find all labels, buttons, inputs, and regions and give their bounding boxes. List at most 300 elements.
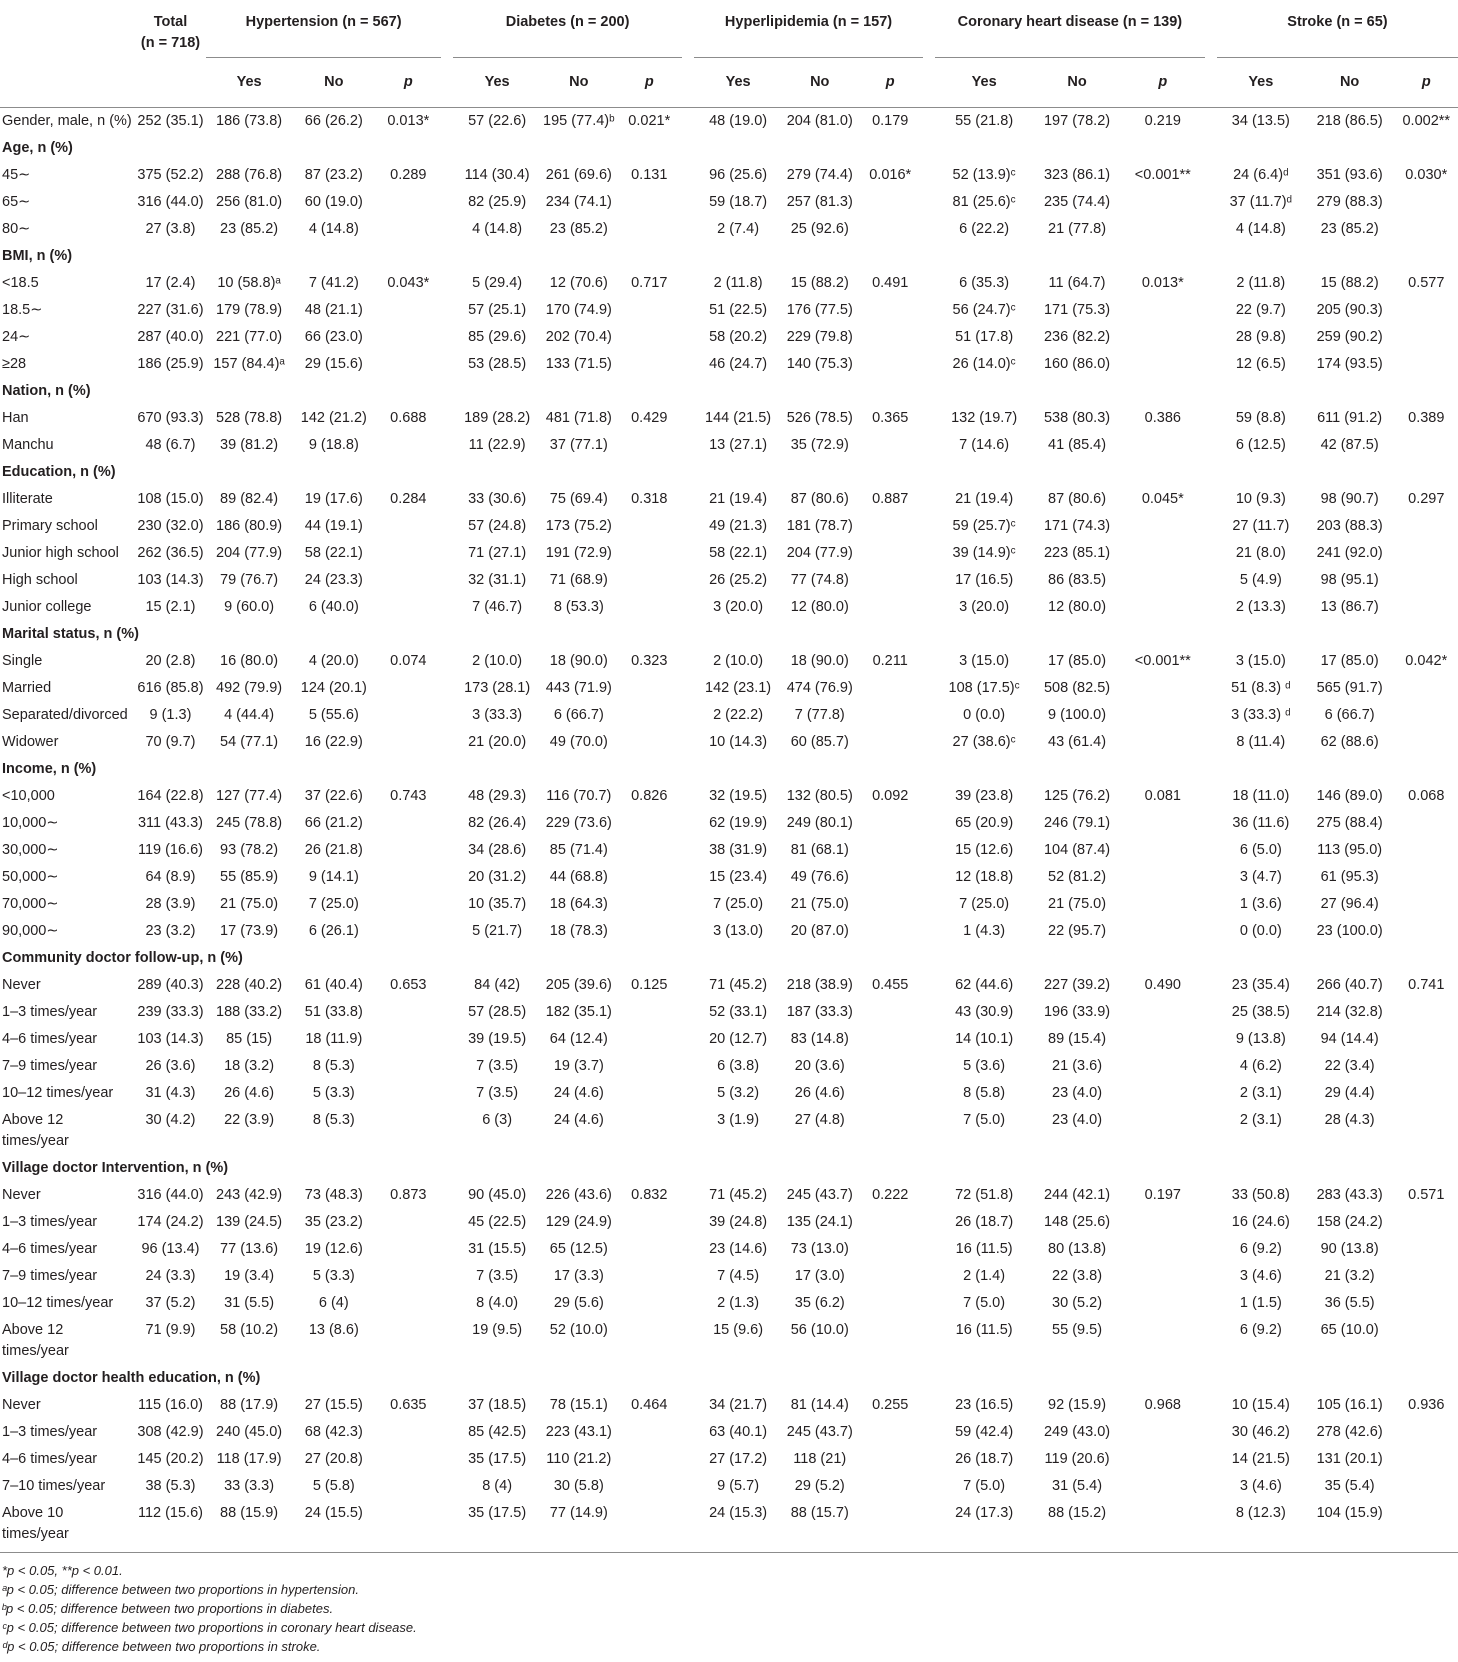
- cell-no: 131 (20.1): [1316, 1450, 1383, 1467]
- cell-p: [376, 1290, 441, 1317]
- cell-yes: 2 (22.2): [713, 706, 764, 723]
- cell-yes: 139 (24.5): [216, 1213, 283, 1230]
- cell-p: 0.002**: [1402, 112, 1451, 129]
- cell-yes: 22 (3.9): [224, 1111, 275, 1128]
- cell-no: 5 (3.3): [312, 1267, 355, 1284]
- table-section-row: [0, 378, 1458, 405]
- cell-yes: 9 (13.8): [1235, 1030, 1286, 1047]
- cell-p: 0.043*: [387, 274, 430, 291]
- cell-p: 0.318: [631, 490, 668, 507]
- header-sub-yes: Yes: [935, 57, 1033, 107]
- cell-yes: 16 (80.0): [220, 652, 279, 669]
- cell-p: [376, 432, 441, 459]
- cell-gap: [923, 567, 935, 594]
- cell-gap: [682, 675, 694, 702]
- cell-p: [1395, 810, 1458, 837]
- table-row: [0, 1053, 1458, 1080]
- cell-no: 7 (25.0): [308, 895, 359, 912]
- cell-p: 0.013*: [387, 112, 430, 129]
- cell-no: 481 (71.8): [545, 409, 612, 426]
- cell-gap: [441, 1392, 453, 1419]
- cell-p: 0.255: [872, 1396, 909, 1413]
- cell-no: 28 (4.3): [1324, 1111, 1375, 1128]
- cell-gap: [1205, 1107, 1217, 1155]
- header-gap: [682, 6, 694, 57]
- cell-yes: 81 (25.6)ᶜ: [952, 193, 1016, 210]
- table-row: [0, 513, 1458, 540]
- cell-yes: 7 (3.5): [476, 1057, 519, 1074]
- row-label: ≥28: [2, 355, 27, 372]
- cell-gap: [1205, 972, 1217, 999]
- cell-p: [617, 432, 682, 459]
- cell-p: [617, 1473, 682, 1500]
- cell-no: 66 (23.0): [304, 328, 363, 345]
- cell-gap: [682, 810, 694, 837]
- cell-p: [858, 1290, 923, 1317]
- cell-no: 259 (90.2): [1316, 328, 1383, 345]
- cell-yes: 1 (3.6): [1239, 895, 1282, 912]
- table-row: [0, 999, 1458, 1026]
- cell-no: 9 (100.0): [1048, 706, 1107, 723]
- cell-no: 60 (19.0): [304, 193, 363, 210]
- cell-no: 229 (73.6): [545, 814, 612, 831]
- cell-no: 18 (78.3): [549, 922, 608, 939]
- cell-gap: [923, 999, 935, 1026]
- cell-yes: 14 (21.5): [1231, 1450, 1290, 1467]
- cell-yes: 27 (38.6)ᶜ: [952, 733, 1016, 750]
- cell-p: [1121, 837, 1205, 864]
- cell-p: [376, 810, 441, 837]
- cell-no: 174 (93.5): [1316, 355, 1383, 372]
- header-sub-yes: Yes: [206, 57, 292, 107]
- footnote: ᵈp < 0.05; difference between two proportions in stroke.: [2, 1638, 321, 1654]
- table-row: [0, 1263, 1458, 1290]
- cell-no: 12 (70.6): [549, 274, 608, 291]
- cell-total: 115 (16.0): [137, 1396, 203, 1413]
- cell-yes: 5 (21.7): [472, 922, 523, 939]
- cell-p: [858, 189, 923, 216]
- cell-gap: [923, 864, 935, 891]
- cell-yes: 96 (25.6): [709, 166, 768, 183]
- cell-gap: [441, 1107, 453, 1155]
- cell-p: [1121, 918, 1205, 945]
- cell-yes: 35 (17.5): [468, 1450, 527, 1467]
- cell-gap: [682, 891, 694, 918]
- cell-yes: 59 (25.7)ᶜ: [952, 517, 1016, 534]
- cell-no: 31 (5.4): [1052, 1477, 1103, 1494]
- cell-yes: 7 (5.0): [963, 1477, 1006, 1494]
- cell-yes: 12 (18.8): [955, 868, 1014, 885]
- cell-gap: [441, 540, 453, 567]
- cell-p: [617, 189, 682, 216]
- row-label: 10,000∼: [2, 814, 59, 831]
- cell-yes: 59 (18.7): [709, 193, 768, 210]
- cell-yes: 3 (1.9): [717, 1111, 760, 1128]
- cell-gap: [923, 1473, 935, 1500]
- cell-p: [1121, 540, 1205, 567]
- cell-no: 29 (15.6): [304, 355, 363, 372]
- row-label: Single: [2, 652, 43, 669]
- cell-p: [1395, 891, 1458, 918]
- cell-yes: 90 (45.0): [468, 1186, 527, 1203]
- header-gap: [441, 57, 453, 107]
- table-row: [0, 837, 1458, 864]
- cell-no: 17 (3.0): [794, 1267, 845, 1284]
- cell-yes: 33 (50.8): [1231, 1186, 1290, 1203]
- cell-p: [1121, 1290, 1205, 1317]
- cell-p: 0.179: [872, 112, 909, 129]
- cell-no: 12 (80.0): [790, 598, 849, 615]
- cell-no: 61 (95.3): [1320, 868, 1379, 885]
- cell-p: [858, 324, 923, 351]
- table-section-row: [0, 1365, 1458, 1392]
- cell-yes: 48 (19.0): [709, 112, 768, 129]
- header-row-groups: [0, 6, 1458, 57]
- cell-yes: 528 (78.8): [216, 409, 283, 426]
- cell-no: 23 (85.2): [549, 220, 608, 237]
- cell-yes: 2 (1.4): [963, 1267, 1006, 1284]
- cell-gap: [1205, 513, 1217, 540]
- cell-gap: [923, 1290, 935, 1317]
- cell-yes: 71 (45.2): [709, 976, 768, 993]
- table-row: [0, 1500, 1458, 1548]
- cell-no: 17 (85.0): [1048, 652, 1107, 669]
- cell-total: 15 (2.1): [145, 598, 196, 615]
- cell-no: 261 (69.6): [545, 166, 612, 183]
- cell-yes: 51 (17.8): [955, 328, 1014, 345]
- table-section-row: [0, 243, 1458, 270]
- cell-p: [1395, 1419, 1458, 1446]
- cell-gap: [1205, 1446, 1217, 1473]
- cell-p: [617, 1290, 682, 1317]
- cell-no: 21 (75.0): [1048, 895, 1107, 912]
- cell-total: 164 (22.8): [137, 787, 204, 804]
- cell-gap: [923, 783, 935, 810]
- cell-no: 11 (64.7): [1048, 274, 1106, 291]
- header-group-hypertension: [206, 6, 441, 57]
- table-row: [0, 1419, 1458, 1446]
- cell-p: [1121, 567, 1205, 594]
- cell-yes: 21 (19.4): [709, 490, 768, 507]
- cell-p: [376, 1263, 441, 1290]
- cell-no: 48 (21.1): [304, 301, 363, 318]
- cell-no: 15 (88.2): [790, 274, 849, 291]
- cell-gap: [923, 1107, 935, 1155]
- cell-yes: 3 (13.0): [713, 922, 764, 939]
- cell-yes: 5 (3.2): [717, 1084, 760, 1101]
- cell-p: [1121, 1500, 1205, 1548]
- cell-gap: [682, 405, 694, 432]
- cell-p: [1121, 864, 1205, 891]
- cell-p: [376, 1446, 441, 1473]
- header-gap: [441, 6, 453, 57]
- cell-p: 0.131: [631, 166, 668, 183]
- cell-yes: 58 (22.1): [709, 544, 768, 561]
- cell-gap: [923, 702, 935, 729]
- cell-no: 35 (6.2): [794, 1294, 845, 1311]
- cell-no: 62 (88.6): [1320, 733, 1379, 750]
- cell-no: 65 (10.0): [1320, 1321, 1379, 1338]
- cell-p: [858, 1263, 923, 1290]
- cell-yes: 5 (4.9): [1239, 571, 1282, 588]
- cell-p: [1121, 1236, 1205, 1263]
- cell-gap: [441, 702, 453, 729]
- cell-no: 22 (95.7): [1048, 922, 1107, 939]
- cell-p: 0.297: [1408, 490, 1445, 507]
- cell-gap: [441, 189, 453, 216]
- row-label: Primary school: [2, 517, 98, 534]
- cell-p: [617, 540, 682, 567]
- cell-p: [376, 675, 441, 702]
- cell-no: 203 (88.3): [1316, 517, 1383, 534]
- cell-p: [858, 999, 923, 1026]
- table-row: [0, 1317, 1458, 1365]
- cell-no: 44 (19.1): [304, 517, 363, 534]
- cell-no: 83 (14.8): [790, 1030, 849, 1047]
- cell-total: 308 (42.9): [137, 1423, 204, 1440]
- cell-no: 204 (81.0): [786, 112, 853, 129]
- section-label: Village doctor Intervention, n (%): [2, 1159, 229, 1176]
- cell-p: [858, 1080, 923, 1107]
- cell-gap: [1205, 297, 1217, 324]
- cell-gap: [441, 918, 453, 945]
- cell-no: 351 (93.6): [1316, 166, 1383, 183]
- cell-yes: 26 (25.2): [709, 571, 768, 588]
- cell-yes: 20 (31.2): [468, 868, 527, 885]
- cell-yes: 63 (40.1): [709, 1423, 768, 1440]
- cell-p: 0.081: [1144, 787, 1181, 804]
- cell-yes: 2 (13.3): [1235, 598, 1286, 615]
- cell-p: [1121, 1080, 1205, 1107]
- cell-no: 94 (14.4): [1320, 1030, 1379, 1047]
- cell-p: 0.741: [1408, 976, 1445, 993]
- cell-p: [1395, 1026, 1458, 1053]
- cell-yes: 3 (20.0): [713, 598, 764, 615]
- cell-yes: 21 (20.0): [468, 733, 527, 750]
- table-row: [0, 810, 1458, 837]
- cell-gap: [441, 1053, 453, 1080]
- cell-p: [1395, 1263, 1458, 1290]
- cell-p: 0.365: [872, 409, 909, 426]
- footnote: ᶜp < 0.05; difference between two proportions in coronary heart disease.: [2, 1619, 417, 1635]
- cell-no: 24 (23.3): [304, 571, 363, 588]
- cell-no: 249 (80.1): [786, 814, 853, 831]
- cell-total: 64 (8.9): [145, 868, 196, 885]
- cell-gap: [441, 513, 453, 540]
- cell-p: 0.219: [1144, 112, 1181, 129]
- cell-gap: [682, 1026, 694, 1053]
- cell-yes: 9 (60.0): [224, 598, 275, 615]
- cell-yes: 37 (18.5): [468, 1396, 527, 1413]
- cell-gap: [441, 324, 453, 351]
- cell-yes: 39 (19.5): [468, 1030, 527, 1047]
- cell-no: 73 (13.0): [790, 1240, 849, 1257]
- header-group-n: (n = 65): [1336, 14, 1388, 30]
- header-sub-yes: Yes: [453, 57, 541, 107]
- row-label: Never: [2, 1186, 41, 1203]
- cell-gap: [923, 486, 935, 513]
- table-row: [0, 189, 1458, 216]
- cell-gap: [1205, 162, 1217, 189]
- cell-no: 205 (39.6): [545, 976, 612, 993]
- cell-yes: 58 (10.2): [220, 1321, 279, 1338]
- cell-no: 6 (66.7): [553, 706, 604, 723]
- cell-gap: [1205, 918, 1217, 945]
- cell-no: 6 (4): [318, 1294, 349, 1311]
- cell-p: [1395, 216, 1458, 243]
- cell-gap: [682, 1500, 694, 1548]
- cell-gap: [682, 837, 694, 864]
- cell-p: [1121, 1107, 1205, 1155]
- table-row: [0, 1392, 1458, 1419]
- table-row: [0, 351, 1458, 378]
- cell-no: 182 (35.1): [545, 1003, 612, 1020]
- cell-gap: [1205, 1419, 1217, 1446]
- cell-gap: [923, 1500, 935, 1548]
- cell-p: [376, 1419, 441, 1446]
- table-row: [0, 891, 1458, 918]
- cell-yes: 157 (84.4)ᵃ: [213, 355, 285, 372]
- cell-no: 196 (33.9): [1043, 1003, 1111, 1020]
- cell-gap: [923, 405, 935, 432]
- cell-yes: 24 (15.3): [709, 1504, 768, 1521]
- cell-p: [858, 918, 923, 945]
- cell-no: 5 (5.8): [312, 1477, 355, 1494]
- cell-p: 0.016*: [869, 166, 912, 183]
- row-label: Separated/divorced: [2, 706, 128, 723]
- cell-yes: 186 (73.8): [216, 112, 283, 129]
- cell-no: 29 (5.6): [553, 1294, 604, 1311]
- cell-no: 234 (74.1): [545, 193, 612, 210]
- cell-yes: 3 (20.0): [959, 598, 1010, 615]
- cell-yes: 33 (30.6): [468, 490, 527, 507]
- cell-gap: [441, 729, 453, 756]
- cell-gap: [441, 594, 453, 621]
- cell-gap: [682, 1446, 694, 1473]
- cell-p: [617, 1209, 682, 1236]
- row-label: Never: [2, 976, 41, 993]
- cell-p: [1121, 351, 1205, 378]
- cell-yes: 62 (44.6): [955, 976, 1014, 993]
- cell-p: [376, 1080, 441, 1107]
- cell-yes: 51 (22.5): [709, 301, 768, 318]
- table-row: [0, 1446, 1458, 1473]
- cell-p: 0.021*: [628, 112, 671, 129]
- cell-total: 30 (4.2): [145, 1111, 196, 1128]
- cell-yes: 8 (11.4): [1236, 733, 1286, 750]
- cell-yes: 31 (5.5): [224, 1294, 275, 1311]
- cell-yes: 142 (23.1): [705, 679, 772, 696]
- section-label: Village doctor health education, n (%): [2, 1369, 261, 1386]
- table-section-row: [0, 459, 1458, 486]
- cell-yes: 3 (4.7): [1239, 868, 1282, 885]
- cell-no: 35 (23.2): [304, 1213, 363, 1230]
- header-sub-p: p: [858, 57, 923, 107]
- cell-no: 29 (4.4): [1324, 1084, 1375, 1101]
- cell-no: 257 (81.3): [786, 193, 853, 210]
- cell-gap: [441, 1263, 453, 1290]
- cell-no: 89 (15.4): [1048, 1030, 1107, 1047]
- header-total-n: (n = 718): [140, 35, 201, 51]
- cell-no: 9 (18.8): [308, 436, 359, 453]
- cell-no: 29 (5.2): [794, 1477, 845, 1494]
- cell-total: 145 (20.2): [137, 1450, 204, 1467]
- cell-yes: 13 (27.1): [709, 436, 768, 453]
- cell-yes: 2 (10.0): [472, 652, 523, 669]
- cell-no: 41 (85.4): [1048, 436, 1107, 453]
- cell-no: 35 (72.9): [790, 436, 849, 453]
- cell-p: [858, 1053, 923, 1080]
- cell-yes: 23 (14.6): [709, 1240, 768, 1257]
- cell-yes: 18 (3.2): [224, 1057, 275, 1074]
- cell-p: 0.887: [872, 490, 909, 507]
- cell-total: 48 (6.7): [145, 436, 196, 453]
- cell-no: 275 (88.4): [1316, 814, 1383, 831]
- cell-yes: 188 (33.2): [216, 1003, 283, 1020]
- cell-yes: 59 (42.4): [955, 1423, 1014, 1440]
- cell-no: 25 (92.6): [790, 220, 849, 237]
- cell-yes: 46 (24.7): [709, 355, 768, 372]
- cell-yes: 12 (6.5): [1235, 355, 1286, 372]
- header-sub-p: p: [1395, 57, 1458, 107]
- header-blank: [0, 57, 135, 107]
- cell-yes: 118 (17.9): [216, 1450, 282, 1467]
- cell-gap: [441, 1209, 453, 1236]
- cell-total: 311 (43.3): [137, 814, 203, 831]
- cell-p: [1395, 432, 1458, 459]
- cell-no: 279 (74.4): [786, 166, 853, 183]
- cell-no: 78 (15.1): [549, 1396, 608, 1413]
- cell-no: 140 (75.3): [786, 355, 853, 372]
- cell-gap: [1205, 837, 1217, 864]
- cell-no: 245 (43.7): [786, 1186, 853, 1203]
- cell-yes: 3 (33.3) ᵈ: [1231, 706, 1291, 723]
- cell-gap: [441, 351, 453, 378]
- cell-total: 670 (93.3): [137, 409, 204, 426]
- cell-gap: [682, 324, 694, 351]
- cell-yes: 8 (12.3): [1235, 1504, 1286, 1521]
- header-group-hyperlipidemia: [694, 6, 923, 57]
- cell-no: 508 (82.5): [1043, 679, 1111, 696]
- cell-p: [1395, 1107, 1458, 1155]
- cell-yes: 57 (25.1): [468, 301, 527, 318]
- cell-gap: [682, 729, 694, 756]
- cell-no: 236 (82.2): [1043, 328, 1111, 345]
- cell-gap: [923, 1263, 935, 1290]
- cell-p: [1395, 1053, 1458, 1080]
- cell-no: 37 (77.1): [549, 436, 608, 453]
- cell-no: 474 (76.9): [786, 679, 853, 696]
- cell-no: 13 (8.6): [308, 1321, 359, 1338]
- cell-gap: [1205, 540, 1217, 567]
- table-row: [0, 594, 1458, 621]
- cell-p: [1395, 351, 1458, 378]
- cell-gap: [682, 432, 694, 459]
- cell-no: 30 (5.2): [1052, 1294, 1103, 1311]
- cell-p: [376, 513, 441, 540]
- cell-total: 119 (16.6): [137, 841, 203, 858]
- header-sub-no: No: [1305, 57, 1395, 107]
- cell-gap: [441, 486, 453, 513]
- cell-p: [1395, 567, 1458, 594]
- table-row: [0, 162, 1458, 189]
- cell-gap: [682, 1419, 694, 1446]
- cell-total: 103 (14.3): [137, 1030, 204, 1047]
- cell-p: [1395, 675, 1458, 702]
- cell-no: 87 (80.6): [1048, 490, 1107, 507]
- cell-yes: 492 (79.9): [216, 679, 283, 696]
- cell-gap: [682, 972, 694, 999]
